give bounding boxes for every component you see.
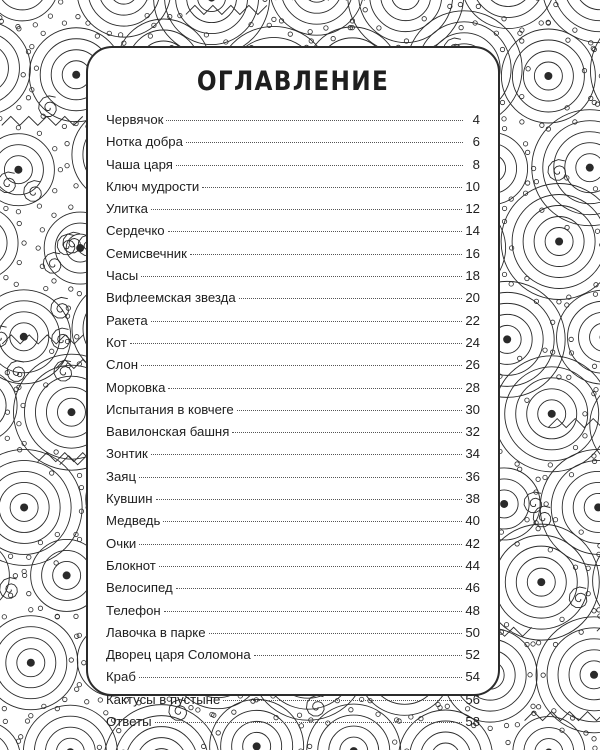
toc-entry-title: Сердечко	[106, 223, 165, 239]
dot-leader	[139, 477, 462, 478]
toc-entry-title: Очки	[106, 535, 137, 551]
dot-leader	[151, 454, 463, 455]
dot-leader	[232, 432, 462, 433]
toc-entry-title: Вифлеемская звезда	[106, 290, 236, 306]
toc-entry[interactable]	[106, 536, 480, 558]
toc-entry[interactable]	[106, 223, 480, 245]
toc-entry[interactable]	[106, 112, 480, 134]
toc-entry-page: 4	[472, 112, 480, 127]
toc-entry-title: Кувшин	[106, 491, 153, 507]
toc-entry[interactable]	[106, 313, 480, 335]
toc-entry[interactable]	[106, 603, 480, 625]
toc-entry[interactable]	[106, 268, 480, 290]
toc-entry-title: Кактусы в пустыне	[106, 691, 221, 707]
toc-entry[interactable]	[106, 580, 480, 602]
toc-entry-title: Телефон	[106, 602, 161, 618]
toc-entry-page: 20	[465, 290, 480, 306]
dot-leader	[237, 410, 463, 411]
toc-entry[interactable]	[106, 669, 480, 691]
toc-entry-title: Кот	[106, 334, 127, 350]
toc-entry-page: 44	[465, 557, 480, 573]
dot-leader	[176, 165, 463, 166]
toc-entry-page: 52	[465, 647, 480, 663]
toc-list	[106, 112, 480, 736]
toc-entry-title: Дворец царя Соломона	[106, 647, 251, 663]
dot-leader	[159, 566, 463, 567]
toc-entry-page: 22	[465, 312, 480, 328]
toc-entry-page: 14	[465, 223, 480, 239]
toc-title: ОГЛАВЛЕНИЕ	[196, 66, 390, 97]
dot-leader	[254, 655, 463, 656]
toc-entry[interactable]	[106, 357, 480, 379]
toc-entry-title: Краб	[106, 669, 136, 685]
dot-leader	[163, 521, 462, 522]
dot-leader	[130, 343, 463, 344]
toc-entry-title: Чаша царя	[106, 156, 173, 172]
dot-leader	[155, 722, 463, 723]
dot-leader	[164, 611, 463, 612]
dot-leader	[223, 700, 462, 701]
toc-entry-page: 28	[465, 379, 480, 395]
toc-entry[interactable]	[106, 513, 480, 535]
toc-entry[interactable]	[106, 134, 480, 156]
dot-leader	[139, 544, 462, 545]
dot-leader	[139, 677, 462, 678]
toc-entry-page: 58	[465, 714, 480, 730]
dot-leader	[168, 231, 463, 232]
toc-entry-title: Медведь	[106, 513, 161, 529]
toc-entry[interactable]	[106, 201, 480, 223]
toc-entry-title: Вавилонская башня	[106, 424, 230, 440]
toc-entry[interactable]	[106, 446, 480, 468]
toc-entry-title: Улитка	[106, 201, 148, 217]
toc-entry[interactable]	[106, 714, 480, 736]
toc-entry[interactable]	[106, 246, 480, 268]
toc-entry-title: Семисвечник	[106, 245, 187, 261]
toc-entry[interactable]	[106, 469, 480, 491]
toc-entry-page: 18	[465, 268, 480, 284]
toc-entry[interactable]	[106, 290, 480, 312]
dot-leader	[202, 187, 462, 188]
toc-entry-page: 8	[472, 156, 480, 172]
toc-entry-page: 16	[465, 245, 480, 261]
toc-entry-title: Заяц	[106, 468, 136, 484]
toc-entry-page: 56	[465, 691, 480, 707]
toc-entry-page: 38	[465, 491, 480, 507]
toc-entry[interactable]	[106, 179, 480, 201]
toc-entry-title: Слон	[106, 357, 138, 373]
dot-leader	[239, 298, 463, 299]
toc-entry[interactable]	[106, 625, 480, 647]
toc-entry-page: 36	[465, 468, 480, 484]
toc-entry[interactable]	[106, 335, 480, 357]
dot-leader	[151, 321, 463, 322]
dot-leader	[209, 633, 463, 634]
toc-entry-title: Морковка	[106, 379, 166, 395]
toc-entry-title: Червячок	[106, 112, 164, 127]
toc-entry-title: Блокнот	[106, 557, 156, 573]
toc-entry-title: Испытания в ковчеге	[106, 401, 234, 417]
toc-entry-title: Ответы	[106, 714, 152, 730]
toc-entry-title: Нотка добра	[106, 134, 183, 150]
toc-entry-page: 34	[465, 446, 480, 462]
dot-leader	[156, 499, 463, 500]
toc-entry-page: 46	[465, 580, 480, 596]
dot-leader	[176, 588, 463, 589]
toc-entry-page: 26	[465, 357, 480, 373]
toc-entry-page: 42	[465, 535, 480, 551]
toc-entry-page: 6	[472, 134, 480, 150]
toc-entry-title: Велосипед	[106, 580, 173, 596]
toc-entry-page: 24	[465, 334, 480, 350]
toc-entry-title: Лавочка в парке	[106, 624, 206, 640]
dot-leader	[166, 120, 463, 121]
toc-entry-page: 30	[465, 401, 480, 417]
toc-panel	[86, 46, 500, 730]
toc-entry[interactable]	[106, 491, 480, 513]
toc-entry[interactable]	[106, 157, 480, 179]
toc-entry-page: 12	[465, 201, 480, 217]
toc-entry-page: 54	[465, 669, 480, 685]
toc-entry-page: 48	[465, 602, 480, 618]
toc-entry-page: 40	[465, 513, 480, 529]
toc-entry[interactable]	[106, 380, 480, 402]
dot-leader	[190, 254, 462, 255]
toc-entry-page: 50	[465, 624, 480, 640]
toc-entry[interactable]	[106, 402, 480, 424]
toc-entry-page: 32	[465, 424, 480, 440]
dot-leader	[168, 388, 462, 389]
toc-entry[interactable]	[106, 424, 480, 446]
toc-entry-title: Часы	[106, 268, 139, 284]
dot-leader	[151, 209, 462, 210]
dot-leader	[141, 276, 462, 277]
toc-entry-title: Ключ мудрости	[106, 178, 200, 194]
toc-entry[interactable]	[106, 692, 480, 714]
toc-entry-page: 10	[465, 178, 480, 194]
dot-leader	[141, 365, 462, 366]
toc-entry-title: Зонтик	[106, 446, 148, 462]
toc-entry[interactable]	[106, 558, 480, 580]
toc-entry-title: Ракета	[106, 312, 148, 328]
dot-leader	[186, 142, 463, 143]
toc-entry[interactable]	[106, 647, 480, 669]
